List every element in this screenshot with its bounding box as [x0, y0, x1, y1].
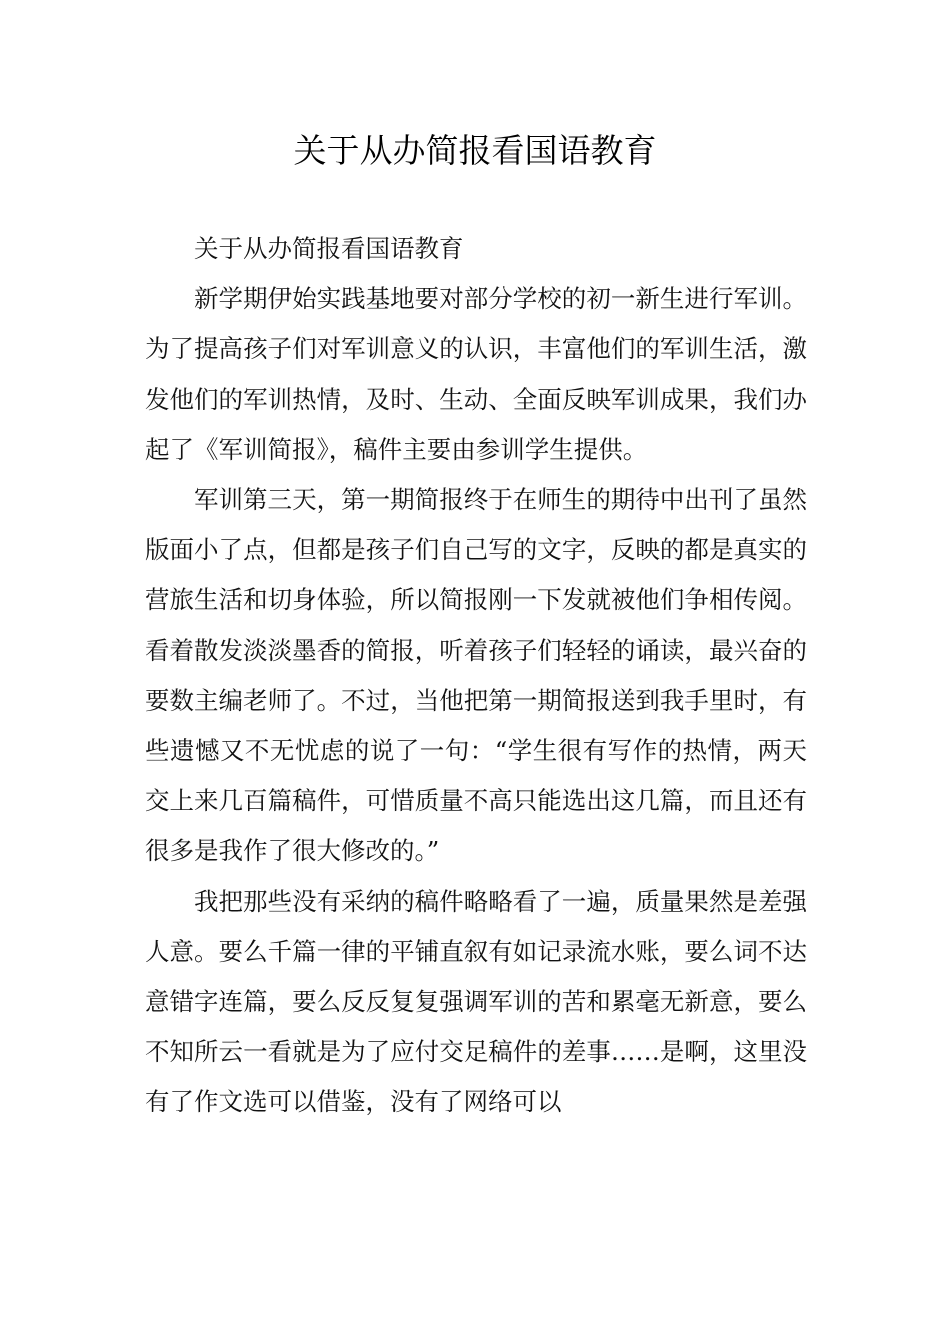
paragraph: 军训第三天，第一期简报终于在师生的期待中出刊了虽然版面小了点，但都是孩子们自己写的文字，反映的都是真实的营旅生活和切身体验，所以简报刚一下发就被他们争相传阅。看着散发淡淡墨香的简报，听着孩子们轻轻的诵读，最兴奋的要数主编老师了。不过，当他把第一期简报送到我手里时，有些遗憾又不无忧虑的说了一句：“学生很有写作的热情，两天交上来几百篇稿件，可惜质量不高只能选出这几篇，而且还有很多是我作了很大修改的。”	[145, 485, 807, 866]
document-body	[145, 224, 807, 1128]
paragraph-subtitle: 关于从办简报看国语教育	[194, 234, 464, 263]
paragraph: 新学期伊始实践基地要对部分学校的初一新生进行军训。为了提高孩子们对军训意义的认识，丰富他们的军训生活，激发他们的军训热情，及时、生动、全面反映军训成果，我们办起了《军训简报》，稿件主要由参训学生提供。	[145, 284, 807, 464]
document-title: 关于从办简报看国语教育	[293, 131, 657, 170]
paragraph: 我把那些没有采纳的稿件略略看了一遍，质量果然是差强人意。要么千篇一律的平铺直叙有如记录流水账，要么词不达意错字连篇，要么反反复复强调军训的苦和累毫无新意，要么不知所云一看就是为了应付交足稿件的差事……是啊，这里没有了作文选可以借鉴，没有了网络可以	[145, 886, 807, 1117]
